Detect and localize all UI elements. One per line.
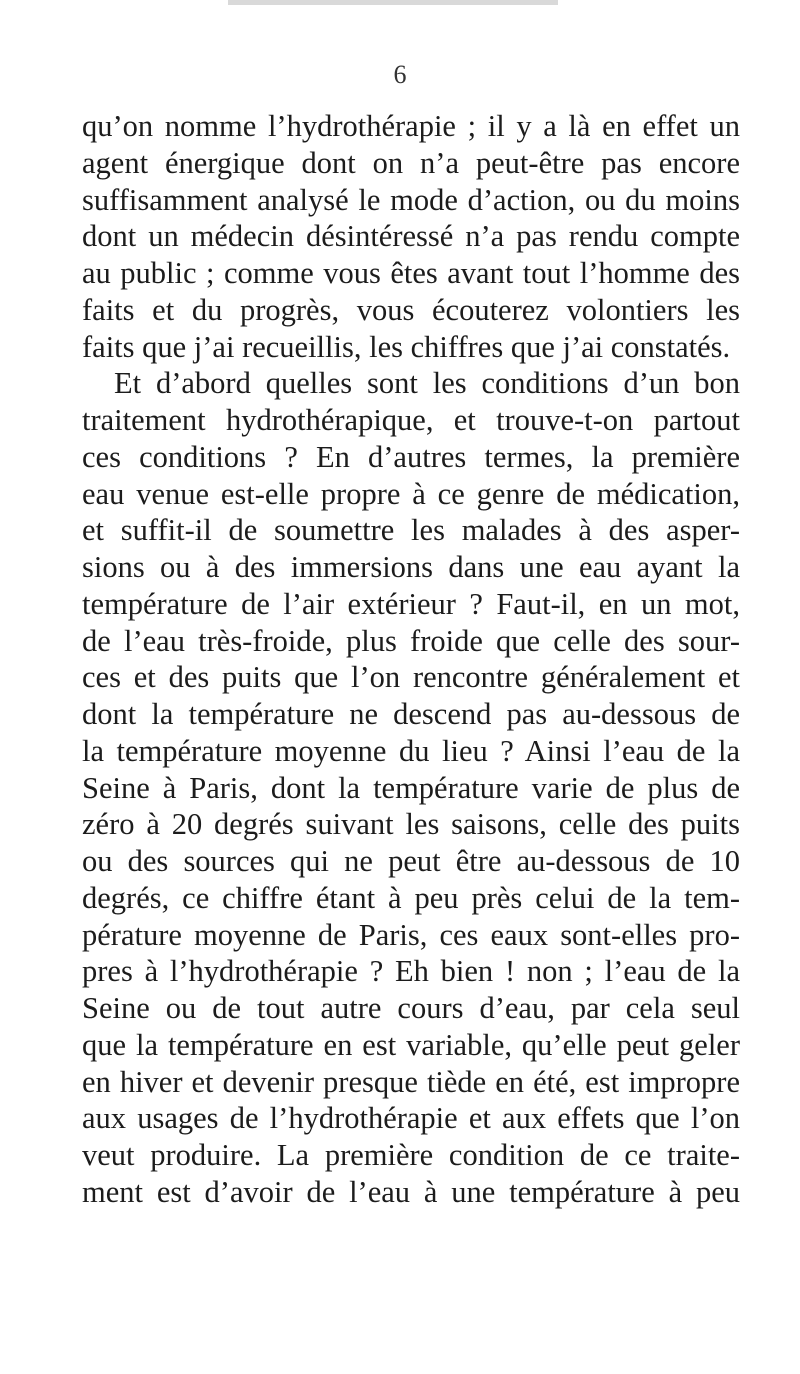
paragraph-start-line: Et d’abord quelles sont les conditions d’un bon xyxy=(114,366,740,401)
text-line: pérature moyenne de Paris, ces eaux sont-elles pro- xyxy=(82,917,740,952)
text-line: ment est d’avoir de l’eau à une température à peu xyxy=(82,1174,740,1209)
text-line: Seine à Paris, dont la température varie de plus de xyxy=(82,770,740,805)
text-line: pres à l’hydrothérapie ? Eh bien ! non ; l’eau de la xyxy=(82,954,740,989)
body-text xyxy=(82,108,740,1211)
text-line: que la température en est variable, qu’elle peut geler xyxy=(82,1027,740,1062)
text-line: faits et du progrès, vous écouterez volontiers les xyxy=(82,292,740,327)
text-line: sions ou à des immersions dans une eau ayant la xyxy=(82,550,740,584)
text-line: eau venue est-elle propre à ce genre de médication, xyxy=(82,476,740,511)
text-line: Seine ou de tout autre cours d’eau, par cela seul xyxy=(82,991,740,1025)
text-line: dont la température ne descend pas au-dessous de xyxy=(82,697,740,731)
text-line: en hiver et devenir presque tiède en été, est impropre xyxy=(82,1064,740,1099)
text-line: traitement hydrothérapique, et trouve-t-on partout xyxy=(82,403,740,437)
text-line: zéro à 20 degrés suivant les saisons, celle des puits xyxy=(82,807,740,842)
top-edge-rule xyxy=(228,0,558,5)
text-line: la température moyenne du lieu ? Ainsi l’eau de la xyxy=(82,733,740,768)
page-number: 6 xyxy=(393,60,407,89)
text-line: dont un médecin désintéressé n’a pas rendu compte xyxy=(82,219,740,254)
text-line: température de l’air extérieur ? Faut-il, en un mot, xyxy=(82,586,740,621)
text-line: suffisamment analysé le mode d’action, ou du moins xyxy=(82,182,740,217)
text-line: degrés, ce chiffre étant à peu près celui de la tem- xyxy=(82,880,740,915)
text-line: au public ; comme vous êtes avant tout l’homme des xyxy=(82,256,740,290)
text-line: ces et des puits que l’on rencontre généralement et xyxy=(82,660,740,695)
text-line: veut produire. La première condition de ce traite- xyxy=(82,1138,740,1172)
text-line: ces conditions ? En d’autres termes, la première xyxy=(82,439,740,474)
text-line: agent énergique dont on n’a peut-être pas encore xyxy=(82,145,740,180)
text-line: de l’eau très-froide, plus froide que celle des sour- xyxy=(82,623,740,658)
text-line: faits que j’ai recueillis, les chiffres que j’ai constatés. xyxy=(82,329,731,364)
text-line: aux usages de l’hydrothérapie et aux effets que l’on xyxy=(82,1101,740,1136)
text-line: qu’on nomme l’hydrothérapie ; il y a là en effet un xyxy=(82,109,740,143)
text-line: ou des sources qui ne peut être au-dessous de 10 xyxy=(82,844,740,878)
text-line: et suffit-il de soumettre les malades à des asper- xyxy=(82,513,740,548)
